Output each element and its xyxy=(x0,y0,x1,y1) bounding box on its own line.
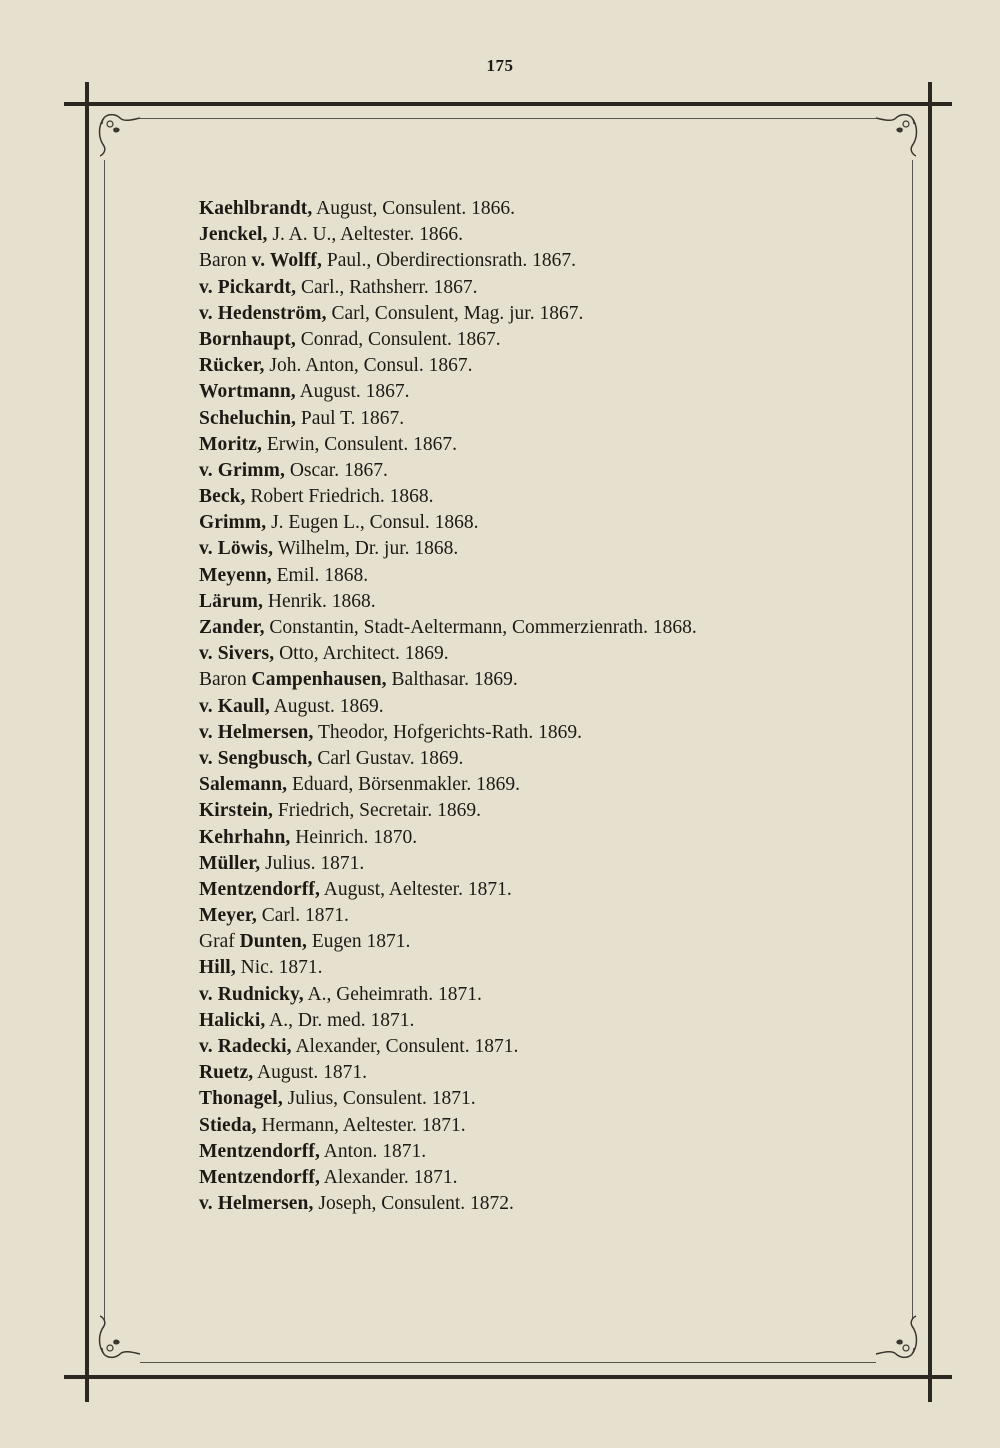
entry-details: Carl., Rathsherr. 1867. xyxy=(296,276,478,298)
right-border-rule xyxy=(928,82,932,1402)
entry-name: v. Sivers, xyxy=(199,643,275,665)
list-item xyxy=(199,1034,899,1060)
entry-name: Meyenn, xyxy=(199,564,272,586)
entry-details: Julius. 1871. xyxy=(260,852,365,874)
entry-name: Ruetz, xyxy=(199,1062,254,1084)
list-item xyxy=(199,720,899,746)
entry-details: August, Consulent. 1866. xyxy=(312,198,515,219)
entry-name: Mentzendorff, xyxy=(199,878,320,900)
entry-details: Emil. 1868. xyxy=(271,564,369,586)
list-item xyxy=(199,746,899,772)
entry-name: Moritz, xyxy=(199,433,262,455)
entry-name: Mentzendorff, xyxy=(199,1140,320,1162)
list-item xyxy=(199,1165,899,1191)
entry-name: Lärum, xyxy=(199,590,263,612)
list-item xyxy=(199,406,899,432)
list-item xyxy=(199,1060,899,1086)
entry-prefix: Baron xyxy=(199,250,252,272)
entry-name: v. Helmersen, xyxy=(199,721,314,743)
corner-ornament-icon xyxy=(868,104,924,160)
list-item xyxy=(199,877,899,903)
list-item xyxy=(199,275,899,301)
entry-details: Eduard, Börsenmakler. 1869. xyxy=(287,774,521,796)
entry-details: Julius, Consulent. 1871. xyxy=(282,1088,476,1110)
left-inner-rule xyxy=(104,160,105,1320)
left-border-rule xyxy=(85,82,89,1402)
entry-name: v. Grimm, xyxy=(199,459,285,481)
entry-name: Müller, xyxy=(199,852,261,874)
member-list xyxy=(199,196,899,1217)
list-item xyxy=(199,772,899,798)
entry-details: Alexander, Consulent. 1871. xyxy=(291,1036,519,1057)
entry-name: v. Radecki, xyxy=(199,1036,292,1057)
entry-details: Theodor, Hofgerichts-Rath. 1869. xyxy=(313,721,583,743)
entry-name: Bornhaupt, xyxy=(199,328,296,350)
entry-name: Dunten, xyxy=(239,931,307,953)
list-item xyxy=(199,353,899,379)
entry-details: Carl. 1871. xyxy=(256,905,349,927)
list-item xyxy=(199,694,899,720)
list-item xyxy=(199,641,899,667)
entry-details: August. 1869. xyxy=(269,695,384,717)
bottom-border-rule xyxy=(64,1375,952,1379)
entry-name: Kehrhahn, xyxy=(199,826,291,848)
entry-name: Rücker, xyxy=(199,355,265,377)
entry-name: v. Helmersen, xyxy=(199,1193,314,1215)
list-item xyxy=(199,222,899,248)
list-item xyxy=(199,798,899,824)
list-item xyxy=(199,1086,899,1112)
list-item xyxy=(199,301,899,327)
entry-details: Joseph, Consulent. 1872. xyxy=(313,1193,514,1215)
entry-name: Scheluchin, xyxy=(199,407,297,429)
entry-name: Mentzendorff, xyxy=(199,1166,320,1188)
entry-details: Carl, Consulent, Mag. jur. 1867. xyxy=(326,302,584,324)
entry-details: J. A. U., Aeltester. 1866. xyxy=(267,224,464,246)
entry-name: v. Sengbusch, xyxy=(199,747,313,769)
entry-details: Constantin, Stadt-Aeltermann, Commerzienrath. 1868. xyxy=(264,617,697,638)
list-item xyxy=(199,589,899,615)
list-item xyxy=(199,1008,899,1034)
entry-details: August. 1871. xyxy=(253,1062,367,1084)
entry-name: Thonagel, xyxy=(199,1088,283,1110)
list-item xyxy=(199,1113,899,1139)
list-item xyxy=(199,667,899,693)
list-item xyxy=(199,955,899,981)
corner-ornament-icon xyxy=(92,1312,148,1368)
entry-name: Beck, xyxy=(199,486,246,508)
entry-details: Anton. 1871. xyxy=(319,1140,427,1162)
entry-name: Jenckel, xyxy=(199,224,268,246)
entry-details: J. Eugen L., Consul. 1868. xyxy=(266,512,479,534)
list-item xyxy=(199,1191,899,1217)
list-item xyxy=(199,327,899,353)
entry-details: Joh. Anton, Consul. 1867. xyxy=(264,355,473,377)
entry-details: Hermann, Aeltester. 1871. xyxy=(256,1114,466,1136)
list-item xyxy=(199,903,899,929)
corner-ornament-icon xyxy=(92,104,148,160)
entry-name: Meyer, xyxy=(199,905,257,927)
list-item xyxy=(199,982,899,1008)
list-item xyxy=(199,851,899,877)
entry-name: Hill, xyxy=(199,957,236,979)
bottom-inner-rule xyxy=(140,1362,876,1363)
list-item xyxy=(199,825,899,851)
entry-name: Kirstein, xyxy=(199,800,274,822)
list-item xyxy=(199,536,899,562)
entry-prefix: Baron xyxy=(199,669,252,691)
entry-name: Salemann, xyxy=(199,774,288,796)
entry-details: Robert Friedrich. 1868. xyxy=(245,486,434,508)
list-item xyxy=(199,379,899,405)
list-item xyxy=(199,248,899,274)
entry-details: A., Geheimrath. 1871. xyxy=(303,983,482,1005)
entry-name: Kaehlbrandt, xyxy=(199,198,313,219)
entry-details: Wilhelm, Dr. jur. 1868. xyxy=(273,538,459,560)
entry-details: Alexander. 1871. xyxy=(319,1166,458,1188)
list-item xyxy=(199,196,899,222)
right-inner-rule xyxy=(912,160,913,1320)
entry-name: Grimm, xyxy=(199,512,267,534)
entry-details: Eugen 1871. xyxy=(306,931,411,953)
entry-name: v. Pickardt, xyxy=(199,276,297,298)
entry-details: Paul., Oberdirectionsrath. 1867. xyxy=(321,250,576,272)
entry-details: August, Aeltester. 1871. xyxy=(319,878,512,900)
entry-name: Campenhausen, xyxy=(251,669,387,691)
list-item xyxy=(199,1139,899,1165)
entry-name: v. Wolff, xyxy=(251,250,322,272)
entry-details: Friedrich, Secretair. 1869. xyxy=(273,800,481,822)
list-item xyxy=(199,458,899,484)
list-item xyxy=(199,563,899,589)
entry-name: v. Rudnicky, xyxy=(199,983,304,1005)
top-inner-rule xyxy=(140,118,876,119)
corner-ornament-icon xyxy=(868,1312,924,1368)
page-number: 175 xyxy=(486,56,514,75)
entry-details: Conrad, Consulent. 1867. xyxy=(295,328,501,350)
entry-name: Stieda, xyxy=(199,1114,257,1136)
list-item xyxy=(199,929,899,955)
list-item xyxy=(199,615,899,641)
entry-name: Halicki, xyxy=(199,1009,266,1031)
entry-details: Erwin, Consulent. 1867. xyxy=(261,433,457,455)
entry-name: Wortmann, xyxy=(199,381,296,403)
list-item xyxy=(199,510,899,536)
entry-details: Paul T. 1867. xyxy=(296,407,405,429)
entry-details: Otto, Architect. 1869. xyxy=(274,643,449,665)
entry-details: Oscar. 1867. xyxy=(284,459,388,481)
list-item xyxy=(199,484,899,510)
entry-details: Heinrich. 1870. xyxy=(290,826,418,848)
entry-prefix: Graf xyxy=(199,931,240,953)
entry-details: Carl Gustav. 1869. xyxy=(312,747,464,769)
entry-details: Balthasar. 1869. xyxy=(386,669,518,691)
entry-details: Henrik. 1868. xyxy=(262,590,376,612)
entry-name: v. Kaull, xyxy=(199,695,270,717)
entry-name: Zander, xyxy=(199,617,265,638)
list-item xyxy=(199,432,899,458)
entry-name: v. Löwis, xyxy=(199,538,274,560)
top-border-rule xyxy=(64,102,952,106)
entry-details: Nic. 1871. xyxy=(235,957,323,979)
entry-details: August. 1867. xyxy=(295,381,410,403)
entry-details: A., Dr. med. 1871. xyxy=(265,1009,415,1031)
entry-name: v. Hedenström, xyxy=(199,302,327,324)
